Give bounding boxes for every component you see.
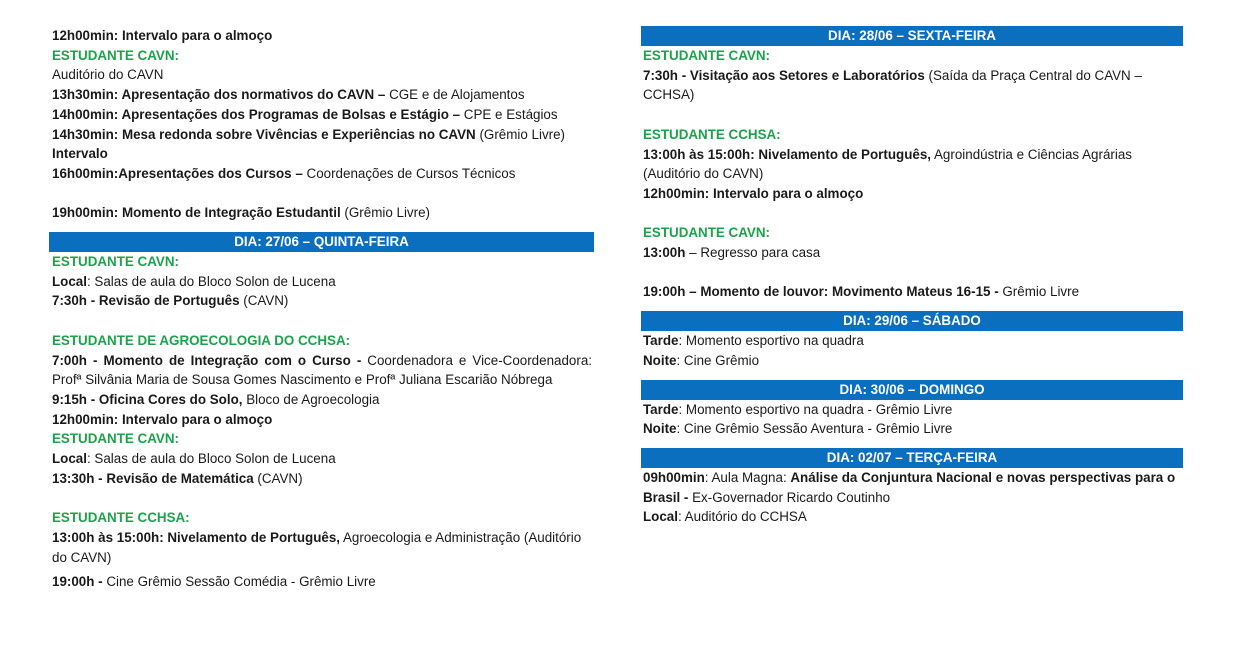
schedule-item: Tarde: Momento esportivo na quadra - Grêmio Livre: [643, 401, 953, 417]
section-label: ESTUDANTE CAVN:: [52, 254, 179, 270]
schedule-item: 13h30min: Apresentação dos normativos do CAVN – CGE e de Alojamentos: [52, 87, 525, 103]
section-label: ESTUDANTE CCHSA:: [52, 510, 190, 526]
schedule-item: Noite: Cine Grêmio Sessão Aventura - Grêmio Livre: [643, 421, 953, 437]
schedule-item: 12h00min: Intervalo para o almoço: [52, 411, 273, 427]
schedule-item: 7:30h - Visitação aos Setores e Laboratórios (Saída da Praça Central do CAVN – CCHSA): [643, 67, 1142, 103]
section-label: ESTUDANTE CAVN:: [52, 47, 179, 63]
schedule-item: 7:00h - Momento de Integração com o Curso - Coordenadora e Vice-Coordenadora: Profª Silvânia Maria de Sousa Gomes Nascimento e Profª Juliana Escarião Nóbrega: [52, 352, 592, 388]
section-label: ESTUDANTE CAVN:: [643, 225, 770, 241]
schedule-item: 9:15h - Oficina Cores do Solo, Bloco de Agroecologia: [52, 391, 380, 407]
schedule-item: 14h30min: Mesa redonda sobre Vivências e Experiências no CAVN (Grêmio Livre): [52, 126, 566, 142]
left-column: [52, 26, 592, 592]
schedule-item: 13:00h – Regresso para casa: [643, 245, 821, 260]
schedule-item: 19:00h - Cine Grêmio Sessão Comédia - Grêmio Livre: [52, 574, 376, 590]
schedule-item: 19h00min: Momento de Integração Estudantil (Grêmio Livre): [52, 205, 430, 221]
location-text: Local: Auditório do CCHSA: [643, 509, 807, 525]
schedule-item: 12h00min: Intervalo para o almoço: [643, 185, 864, 201]
schedule-item: Intervalo: [52, 146, 108, 162]
schedule-item: 13:30h - Revisão de Matemática (CAVN): [52, 470, 303, 486]
schedule-item: 7:30h - Revisão de Português (CAVN): [52, 293, 289, 309]
schedule-item: 12h00min: Intervalo para o almoço: [52, 28, 273, 43]
schedule-item: Noite: Cine Grêmio: [643, 352, 760, 368]
location-text: Local: Salas de aula do Bloco Solon de Lucena: [52, 451, 336, 467]
schedule-item: 14h00min: Apresentações dos Programas de Bolsas e Estágio – CPE e Estágios: [52, 106, 558, 122]
day-header: DIA: 27/06 – QUINTA-FEIRA: [49, 232, 594, 252]
right-column: [643, 26, 1183, 527]
section-label: ESTUDANTE CAVN:: [643, 48, 770, 63]
day-header: DIA: 28/06 – SEXTA-FEIRA: [641, 26, 1183, 46]
schedule-item: Tarde: Momento esportivo na quadra: [643, 333, 864, 349]
schedule-item: 13:00h às 15:00h: Nivelamento de Português, Agroecologia e Administração (Auditório do CAVN): [52, 529, 582, 565]
schedule-item: 16h00min:Apresentações dos Cursos – Coordenações de Cursos Técnicos: [52, 165, 516, 181]
section-label: ESTUDANTE CAVN:: [52, 431, 179, 447]
day-header: DIA: 30/06 – DOMINGO: [641, 380, 1183, 400]
section-label: ESTUDANTE DE AGROECOLOGIA DO CCHSA:: [52, 332, 351, 348]
day-header: DIA: 29/06 – SÁBADO: [641, 311, 1183, 331]
schedule-item: 19:00h – Momento de louvor: Movimento Mateus 16-15 - Grêmio Livre: [643, 284, 1080, 300]
schedule-item: 09h00min: Aula Magna: Análise da Conjuntura Nacional e novas perspectivas para o Brasil - Ex-Governador Ricardo Coutinho: [643, 469, 1176, 505]
section-label: ESTUDANTE CCHSA:: [643, 126, 781, 142]
schedule-item: 13:00h às 15:00h: Nivelamento de Português, Agroindústria e Ciências Agrárias (Auditório do CAVN): [643, 146, 1132, 182]
day-header: DIA: 02/07 – TERÇA-FEIRA: [641, 448, 1183, 468]
location-text: Auditório do CAVN: [52, 67, 164, 83]
location-text: Local: Salas de aula do Bloco Solon de Lucena: [52, 273, 336, 289]
